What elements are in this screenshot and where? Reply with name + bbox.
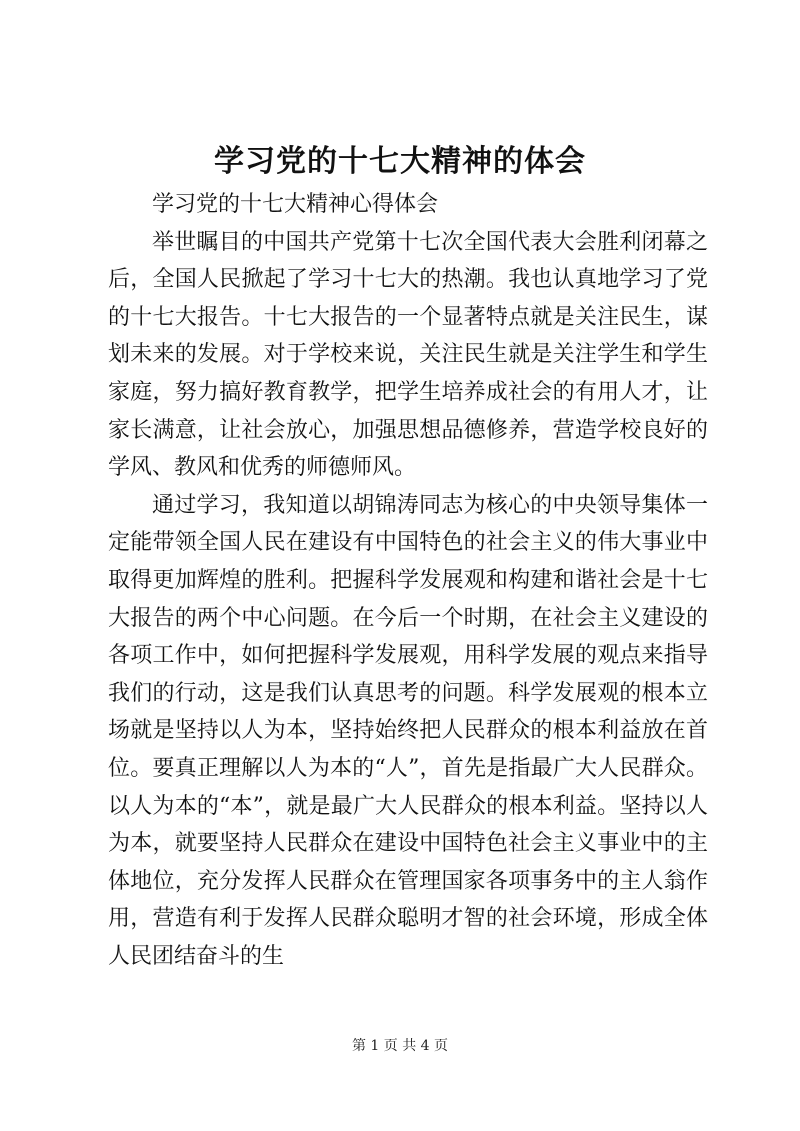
body-paragraph: 通过学习，我知道以胡锦涛同志为核心的中央领导集体一定能带领全国人民在建设有中国特色的社会主义的伟大事业中取得更加辉煌的胜利。把握科学发展观和构建和谐社会是十七大报告的两个中心问题。在今后一个时期，在社会主义建设的各项工作中，如何把握科学发展观，用科学发展的观点来指导我们的行动，这是我们认真思考的问题。科学发展观的根本立场就是坚持以人为本，坚持始终把人民群众的根本利益放在首位。要真正理解以人为本的“人”，首先是指最广大人民群众。以人为本的“本”，就是最广大人民群众的根本利益。坚持以人为本，就要坚持人民群众在建设中国特色社会主义事业中的主体地位，充分发挥人民群众在管理国家各项事务中的主人翁作用，营造有利于发挥人民群众聪明才智的社会环境，形成全体人民团结奋斗的生 — [108, 492, 708, 969]
document-body — [108, 186, 708, 975]
page-footer: 第 1 页 共 4 页 — [351, 1038, 449, 1054]
subtitle-paragraph: 学习党的十七大精神心得体会 — [152, 192, 439, 217]
document-title: 学习党的十七大精神的体会 — [214, 144, 586, 179]
body-paragraph: 举世瞩目的中国共产党第十七次全国代表大会胜利闭幕之后，全国人民掀起了学习十七大的热潮。我也认真地学习了党的十七大报告。十七大报告的一个显著特点就是关注民生，谋划未来的发展。对于学校来说，关注民生就是关注学生和学生家庭，努力搞好教育教学，把学生培养成社会的有用人才，让家长满意，让社会放心，加强思想品德修养，营造学校良好的学风、教风和优秀的师德师风。 — [108, 229, 708, 481]
